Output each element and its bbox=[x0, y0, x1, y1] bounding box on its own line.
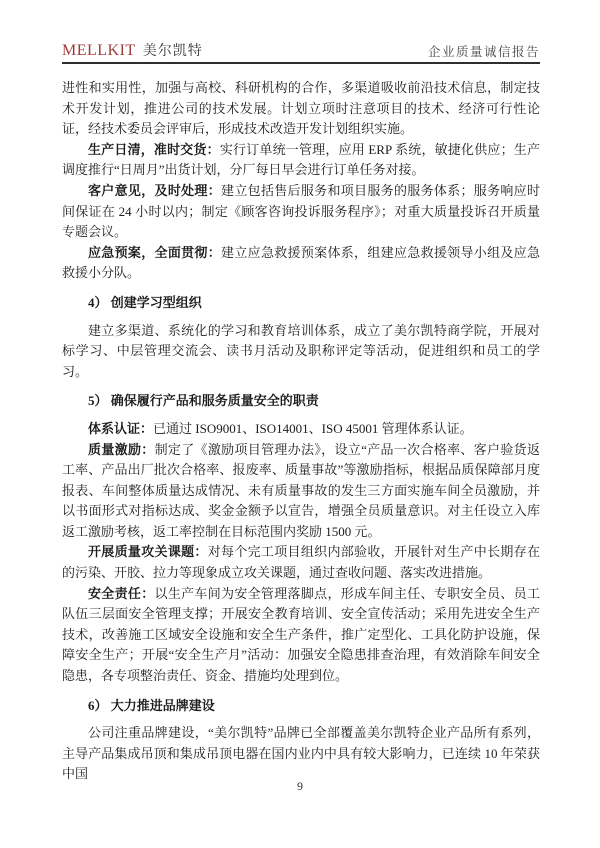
paragraph-text: 公司注重品牌建设，“美尔凯特”品牌已全部覆盖美尔凯特企业产品所有系列，主导产品集成吊顶和集成吊顶电器在国内业内中具有较大影响力，已连续 10 年荣获中国 bbox=[62, 725, 540, 782]
paragraph-lead: 质量激励： bbox=[88, 441, 155, 457]
page-header bbox=[62, 40, 540, 64]
section-heading: 5） 确保履行产品和服务质量安全的职责 bbox=[88, 393, 319, 409]
paragraph bbox=[62, 243, 540, 284]
brand-logo-cn: 美尔凯特 bbox=[142, 44, 203, 59]
document-body bbox=[62, 78, 540, 785]
paragraph-text: 建立包括售后服务和项目服务的服务体系；服务响应时间保证在 24 小时以内；制定《顾客咨询投诉服务程序》；对重大质量投诉召开质量专题会议。 bbox=[62, 182, 540, 240]
paragraph bbox=[62, 419, 540, 440]
paragraph-text: 实行订单统一管理，应用 ERP 系统，敏捷化供应；生产调度推行“日周月”出货计划，分厂每日早会进行订单任务对接。 bbox=[62, 141, 540, 178]
paragraph-lead: 客户意见，及时处理： bbox=[88, 182, 222, 198]
paragraph-text: 建立多渠道、系统化的学习和教育培训体系，成立了美尔凯特商学院，开展对标学习、中层管理交流会、读书月活动及职称评定等活动，促进组织和员工的学习。 bbox=[62, 322, 540, 379]
paragraph bbox=[62, 584, 540, 687]
page-footer bbox=[0, 779, 600, 794]
paragraph bbox=[62, 181, 540, 243]
brand-logo-en: MELLKIT bbox=[62, 42, 136, 59]
paragraph-text: 建立应急救援预案体系，组建应急救援领导小组及应急救援小分队。 bbox=[62, 244, 540, 281]
paragraph bbox=[62, 321, 540, 383]
section-heading: 4） 创建学习型组织 bbox=[88, 294, 202, 310]
paragraph-lead: 体系认证： bbox=[88, 420, 154, 436]
paragraph-text: 进性和实用性，加强与高校、科研机构的合作，多渠道吸收前沿技术信息，制定技术开发计划，推进公司的技术发展。计划立项时注意项目的技术、经济可行性论证，经技术委员会评审后，形成技术改造开发计划组织实施。 bbox=[62, 80, 540, 137]
paragraph-lead: 安全责任： bbox=[88, 585, 155, 601]
paragraph-lead: 应急预案，全面贯彻： bbox=[88, 244, 222, 260]
paragraph bbox=[62, 78, 540, 140]
brand-logo bbox=[62, 40, 203, 60]
paragraph bbox=[62, 542, 540, 583]
paragraph-text: 已通过 ISO9001、ISO14001、ISO 45001 管理体系认证。 bbox=[153, 420, 473, 436]
paragraph-lead: 生产日清，准时交货： bbox=[88, 141, 220, 157]
paragraph bbox=[62, 440, 540, 543]
section-heading: 6） 大力推进品牌建设 bbox=[88, 697, 215, 713]
paragraph bbox=[62, 723, 540, 785]
header-rule bbox=[62, 62, 540, 64]
paragraph bbox=[62, 140, 540, 181]
page-number: 9 bbox=[297, 779, 303, 793]
paragraph-text: 以生产车间为安全管理落脚点，形成车间主任、专职安全员、员工队伍三层面安全管理支撑；开展安全教育培训、安全宣传活动；采用先进安全生产技术，改善施工区域安全设施和安全生产条件，推广定型化、工具化防护设施，保障安全生产；开展“安全生产月”活动：加强安全隐患排查治理，有效消除车间安全隐患，各专项整治责任、资金、措施均处理到位。 bbox=[62, 585, 540, 684]
paragraph-text: 对每个完工项目组织内部验收，开展针对生产中长期存在的污染、开胶、拉力等现象成立攻关课题，通过查收问题、落实改进措施。 bbox=[62, 544, 540, 581]
paragraph-text: 制定了《激励项目管理办法》，设立“产品一次合格率、客户验货返工率、产品出厂批次合格率、报废率、质量事故”等激励指标，根据品质保障部月度报表、车间整体质量达成情况、未有质量事故的发生三方面实施车间全员激励，并以书面形式对指标达成、奖金金额予以宣告，增强全员质量意识。对主任设立入库返工激励考核，返工率控制在目标范围内奖励 1500 元。 bbox=[62, 441, 540, 539]
paragraph-lead: 开展质量攻关课题： bbox=[88, 544, 208, 560]
report-title: 企业质量诚信报告 bbox=[427, 45, 540, 59]
